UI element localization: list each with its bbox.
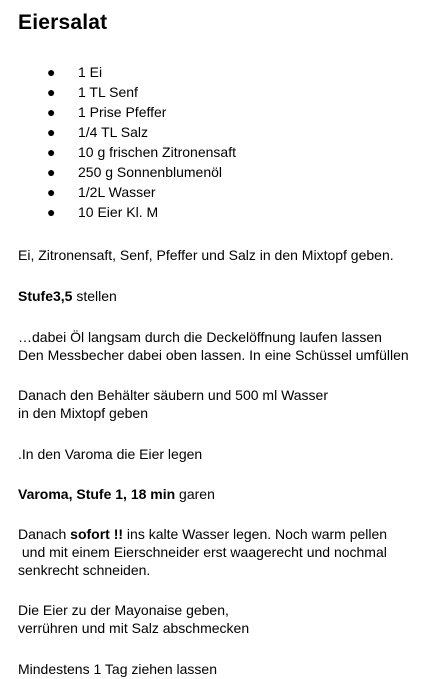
step-3 (18, 328, 442, 364)
ingredient-item (18, 102, 442, 122)
bullet-icon: ● (47, 164, 56, 180)
bullet-icon: ● (47, 64, 56, 80)
ingredient-item (18, 202, 442, 222)
ingredient-list (18, 62, 442, 222)
step-6-text: garen (175, 486, 215, 502)
step-5: .In den Varoma die Eier legen (18, 446, 203, 462)
step-2-text: stellen (72, 288, 117, 304)
ingredient-item (18, 142, 442, 162)
bullet-icon: ● (47, 204, 56, 220)
step-8-line-1: Die Eier zu der Mayonaise geben, (18, 602, 229, 618)
step-4-line-2: in den Mixtopf geben (18, 405, 148, 421)
bullet-icon: ● (47, 144, 56, 160)
bullet-icon: ● (47, 124, 56, 140)
step-7-bold: sofort !! (70, 526, 124, 542)
step-7-line-1 (18, 525, 442, 543)
step-7-pre: Danach (18, 526, 71, 542)
ingredient-item (18, 62, 442, 82)
ingredient-text: 1 Prise Pfeffer (78, 104, 167, 120)
step-7-post: ins kalte Wasser legen. Noch warm pellen (123, 526, 388, 542)
ingredient-item (18, 162, 442, 182)
ingredient-text: 1 Ei (78, 64, 103, 80)
step-8-line-2: verrühren und mit Salz abschmecken (18, 620, 250, 636)
bullet-icon: ● (47, 104, 56, 120)
step-2 (18, 287, 442, 305)
bullet-icon: ● (47, 184, 56, 200)
ingredient-text: 10 Eier Kl. M (78, 204, 159, 220)
step-3-line-2: Den Messbecher dabei oben lassen. In eine Schüssel umfüllen (18, 347, 409, 363)
ingredient-item (18, 122, 442, 142)
step-6-bold: Varoma, Stufe 1, 18 min (18, 486, 176, 502)
step-4 (18, 386, 442, 422)
step-1: Ei, Zitronensaft, Senf, Pfeffer und Salz in den Mixtopf geben. (18, 247, 394, 263)
step-3-line-1: …dabei Öl langsam durch die Deckelöffnung laufen lassen (18, 329, 382, 345)
step-7-line-2: und mit einem Eierschneider erst waagerecht und nochmal (18, 544, 387, 560)
ingredient-text: 1/4 TL Salz (78, 124, 149, 140)
ingredient-text: 1 TL Senf (78, 84, 138, 100)
ingredient-text: 250 g Sonnenblumenöl (78, 164, 223, 180)
ingredient-item (18, 82, 442, 102)
step-9: Mindestens 1 Tag ziehen lassen (18, 661, 217, 677)
step-6 (18, 485, 442, 503)
ingredient-item (18, 182, 442, 202)
recipe-title: Eiersalat (18, 11, 108, 34)
step-8 (18, 601, 442, 637)
ingredient-text: 1/2L Wasser (78, 184, 156, 200)
ingredient-text: 10 g frischen Zitronensaft (78, 144, 236, 160)
step-7-line-3: senkrecht schneiden. (18, 562, 151, 578)
step-2-bold: Stufe3,5 (18, 288, 73, 304)
step-7 (18, 525, 442, 579)
step-4-line-1: Danach den Behälter säubern und 500 ml Wasser (18, 387, 328, 403)
bullet-icon: ● (47, 84, 56, 100)
recipe-document (18, 10, 442, 678)
